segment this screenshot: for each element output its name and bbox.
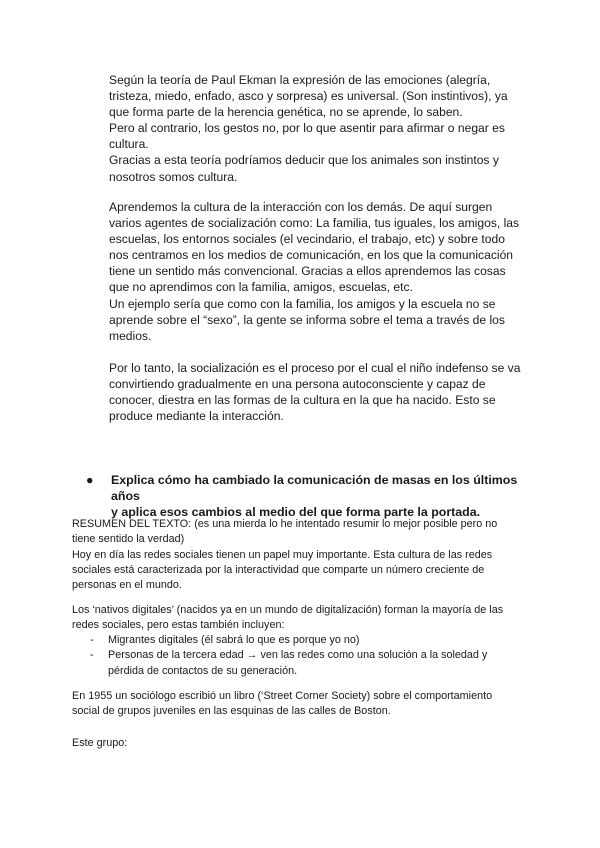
question-line: y aplica esos cambios al medio del que forma parte la portada. — [111, 505, 481, 520]
text-line: cultura. — [109, 137, 149, 152]
text-line: pérdida de contactos de su generación. — [108, 664, 298, 677]
text-line: aprende sobre el “sexo”, la gente se informa sobre el tema a través de los — [109, 312, 505, 327]
ekman-paragraph — [109, 72, 529, 185]
text-line: tristeza, miedo, enfado, asco y sorpresa) es universal. (Son instintivos), ya — [109, 89, 508, 104]
text-line: tiene sentido la verdad) — [72, 533, 185, 546]
text-line: Por lo tanto, la socialización es el proceso por el cual el niño indefenso se va — [109, 361, 521, 375]
text-line: Los ‘nativos digitales’ (nacidos ya en un mundo de digitalización) forman la mayoría de las — [72, 604, 504, 616]
text-line: Un ejemplo sería que como con la familia, los amigos y la escuela no se — [109, 296, 496, 311]
text-line: que forma parte de la herencia genética, no se aprende, lo saben. — [109, 105, 463, 120]
text-line: Migrantes digitales (él sabrá lo que es porque yo no) — [108, 634, 360, 646]
text-line: Según la teoría de Paul Ekman la expresión de las emociones (alegría, — [109, 73, 491, 87]
socialization-conclusion-paragraph — [109, 360, 529, 424]
text-line: redes sociales, pero estas también incluyen: — [72, 619, 285, 632]
question-bullet — [86, 472, 546, 521]
text-line: medios. — [109, 328, 152, 343]
list-item — [72, 648, 542, 679]
dash-marker: - — [90, 649, 94, 662]
text-line: Pero al contrario, los gestos no, por lo que asentir para afirmar o negar es — [109, 121, 505, 136]
summary-intro — [72, 517, 542, 593]
text-line: sociales está caracterizada por la interactividad que comparte un número creciente de — [72, 563, 485, 576]
bullet-icon: ● — [86, 473, 94, 487]
text-line: tiene un sentido más convencional. Gracias a ellos aprendemos las cosas — [109, 264, 506, 279]
list-item — [72, 633, 542, 648]
text-line: Este grupo: — [72, 737, 128, 749]
street-corner-paragraph — [72, 689, 542, 720]
text-line: que no aprendimos con la familia, amigos, escuelas, etc. — [109, 280, 413, 295]
text-line: Aprendemos la cultura de la interacción con los demás. De aquí surgen — [109, 200, 493, 214]
text-line: social de grupos juveniles en las esquinas de las calles de Boston. — [72, 705, 391, 718]
text-line: Gracias a esta teoría podríamos deducir que los animales son instintos y — [109, 153, 499, 168]
text-line: escuelas, los entornos sociales (el vecindario, el trabajo, etc) y sobre todo — [109, 232, 505, 247]
text-line: nosotros somos cultura. — [109, 169, 238, 184]
group-heading — [72, 736, 542, 751]
dash-marker: - — [90, 634, 94, 646]
socialization-agents-paragraph — [109, 199, 529, 344]
digital-natives-paragraph — [72, 603, 542, 634]
digital-groups-list — [72, 633, 542, 679]
text-line: RESUMEN DEL TEXTO: (es una mierda lo he intentado resumir lo mejor posible pero no — [72, 518, 498, 530]
text-line: En 1955 un sociólogo escribió un libro (‘Street Corner Society) sobre el comportamiento — [72, 690, 493, 702]
text-line: conocer, diestra en las formas de la cultura en la que ha nacido. Esto se — [109, 393, 496, 408]
text-line: Personas de la tercera edad → ven las redes como una solución a la soledad y — [108, 649, 488, 662]
text-line: personas en el mundo. — [72, 579, 182, 592]
text-line: varios agentes de socialización como: La familia, tus iguales, los amigos, las — [109, 216, 520, 231]
text-line: produce mediante la interacción. — [109, 409, 284, 424]
question-line: Explica cómo ha cambiado la comunicación de masas en los últimos años — [111, 473, 518, 504]
text-line: convirtiendo gradualmente en una persona autoconsciente y capaz de — [109, 377, 486, 392]
text-line: nos centramos en los medios de comunicación, en los que la comunicación — [109, 248, 514, 263]
text-line: Hoy en día las redes sociales tienen un papel muy importante. Esta cultura de las redes — [72, 548, 493, 561]
